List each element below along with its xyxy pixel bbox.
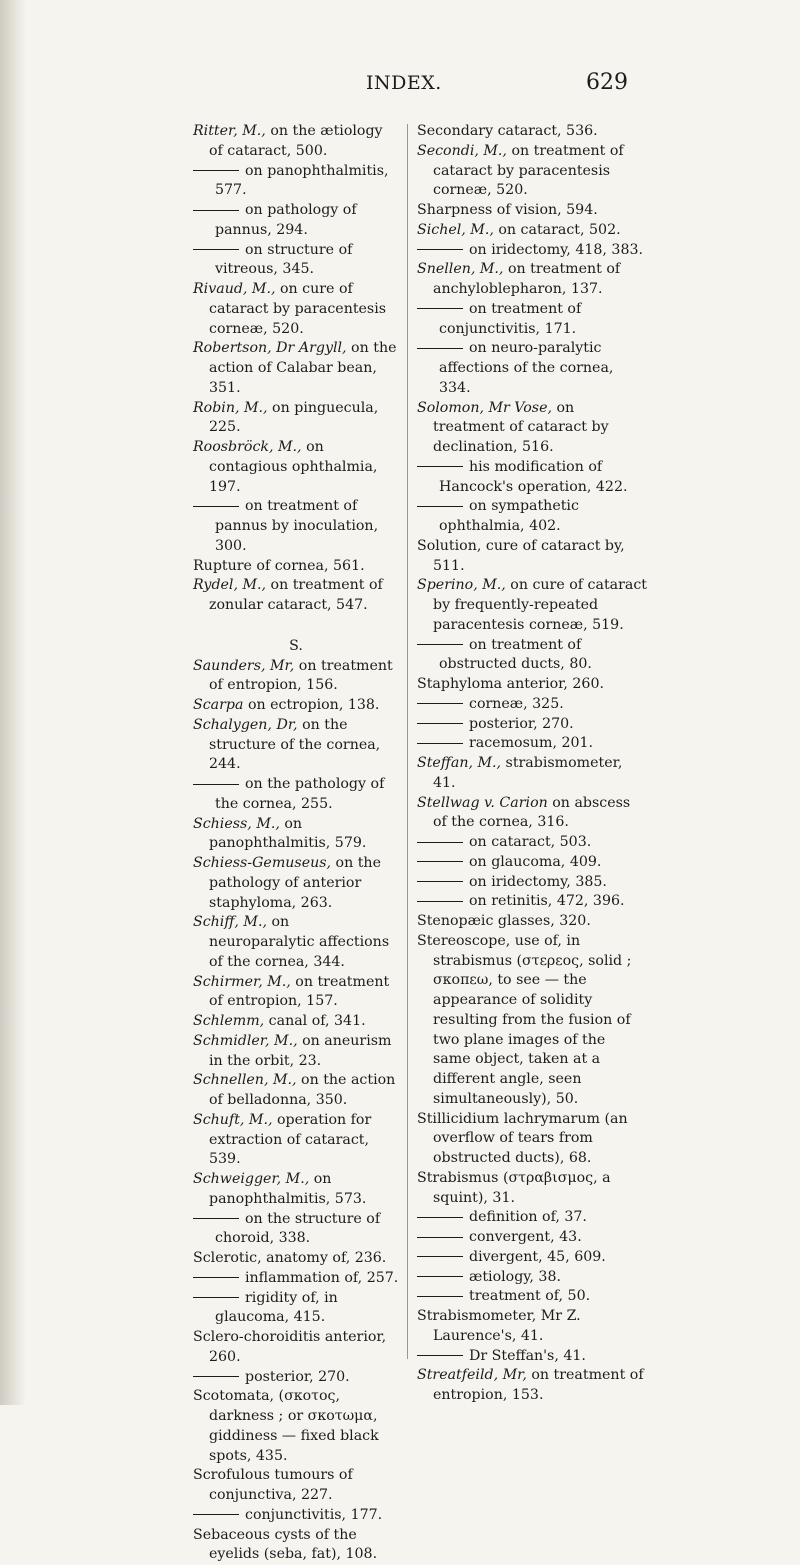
book-gutter-shadow (0, 0, 26, 1405)
index-entry (193, 438, 399, 497)
ditto-dash (417, 1256, 463, 1257)
entry-author: Sperino, M., (417, 577, 506, 593)
subentry-text: on treatment of pannus by inoculation, 300. (215, 498, 378, 554)
index-subentry (417, 892, 647, 912)
entry-text: on contagious ophthalmia, 197. (209, 439, 377, 495)
index-entry (193, 1012, 399, 1032)
index-subentry (417, 833, 647, 853)
ditto-dash (417, 881, 463, 882)
index-subentry (193, 1269, 399, 1289)
ditto-dash (193, 1218, 239, 1219)
index-entry (193, 716, 399, 775)
entry-text: on cure of cataract by frequently-repeated paracentesis corneæ, 519. (433, 577, 647, 633)
index-entry (193, 1466, 399, 1506)
subentry-text: definition of, 37. (469, 1209, 587, 1225)
index-subentry (193, 1368, 399, 1388)
ditto-dash (417, 1237, 463, 1238)
column-divider (407, 124, 408, 1359)
subentry-text: on treatment of conjunctivitis, 171. (439, 301, 581, 337)
subentry-text: posterior, 270. (245, 1369, 350, 1385)
index-entry (417, 201, 647, 221)
index-entry (193, 557, 399, 577)
entry-author: Schmidler, M., (193, 1033, 298, 1049)
index-subentry (193, 241, 399, 281)
entry-text: on treatment of anchyloblepharon, 137. (433, 261, 620, 297)
entry-text: Sclerotic, anatomy of, 236. (193, 1250, 386, 1266)
entry-author: Schiff, M., (193, 914, 267, 930)
ditto-dash (417, 901, 463, 902)
index-entry (193, 399, 399, 439)
entry-text: on panophthalmitis, 573. (209, 1171, 366, 1207)
subentry-text: on neuro-paralytic affections of the cornea, 334. (439, 340, 613, 396)
entry-text: on abscess of the cornea, 316. (433, 795, 630, 831)
subentry-text: on structure of vitreous, 345. (215, 242, 352, 278)
entry-text: operation for extraction of cataract, 539. (209, 1112, 371, 1168)
entry-text: Stenopæic glasses, 320. (417, 913, 591, 929)
left-index-column (193, 122, 399, 1565)
ditto-dash (193, 249, 239, 250)
entry-author: Scarpa (193, 697, 243, 713)
entry-text: Secondary cataract, 536. (417, 123, 598, 139)
index-subentry (417, 636, 647, 676)
index-entry (417, 576, 647, 635)
subentry-text: on treatment of obstructed ducts, 80. (439, 637, 592, 673)
entry-author: Steffan, M., (417, 755, 501, 771)
entry-text: on aneurism in the orbit, 23. (209, 1033, 392, 1069)
entry-text: Stillicidium lachrymarum (an overflow of tears from obstructed ducts), 68. (417, 1111, 628, 1167)
index-subentry (193, 1210, 399, 1250)
index-subentry (417, 241, 647, 261)
index-subentry (417, 300, 647, 340)
entry-text: Rupture of cornea, 561. (193, 558, 365, 574)
section-letter: S. (193, 637, 399, 657)
entry-text: on treatment of entropion, 156. (209, 658, 393, 694)
index-entry (193, 1328, 399, 1368)
index-subentry (417, 497, 647, 537)
index-entry (193, 913, 399, 972)
ditto-dash (193, 1376, 239, 1377)
subentry-text: conjunctivitis, 177. (245, 1507, 382, 1523)
entry-author: Schirmer, M., (193, 974, 291, 990)
index-subentry (417, 853, 647, 873)
entry-text: on cure of cataract by paracentesis corneæ, 520. (209, 281, 386, 337)
index-entry (193, 1032, 399, 1072)
subentry-text: Dr Steffan's, 41. (469, 1348, 586, 1364)
index-subentry (417, 458, 647, 498)
subentry-text: posterior, 270. (469, 716, 574, 732)
index-entry (417, 142, 647, 201)
index-entry (417, 537, 647, 577)
index-subentry (193, 1289, 399, 1329)
subentry-text: racemosum, 201. (469, 735, 593, 751)
index-subentry (417, 715, 647, 735)
entry-author: Schuft, M., (193, 1112, 272, 1128)
ditto-dash (193, 1297, 239, 1298)
entry-author: Schiess, M., (193, 816, 280, 832)
index-entry (417, 122, 647, 142)
ditto-dash (193, 784, 239, 785)
index-subentry (193, 775, 399, 815)
subentry-text: treatment of, 50. (469, 1288, 590, 1304)
index-entry (417, 1307, 647, 1347)
index-entry (193, 657, 399, 697)
entry-text: on treatment of entropion, 153. (433, 1367, 644, 1403)
index-subentry (193, 1506, 399, 1526)
index-entry (417, 260, 647, 300)
subentry-text: convergent, 43. (469, 1229, 582, 1245)
ditto-dash (193, 210, 239, 211)
entry-author: Secondi, M., (417, 143, 507, 159)
running-title: INDEX. (366, 72, 442, 94)
subentry-text: on glaucoma, 409. (469, 854, 601, 870)
index-entry (193, 973, 399, 1013)
entry-text: Solution, cure of cataract by, 511. (417, 538, 625, 574)
index-entry (193, 854, 399, 913)
index-entry (193, 339, 399, 398)
index-subentry (417, 1228, 647, 1248)
index-entry (417, 221, 647, 241)
index-entry (193, 280, 399, 339)
subentry-text: on iridectomy, 385. (469, 874, 607, 890)
ditto-dash (417, 1217, 463, 1218)
entry-author: Solomon, Mr Vose, (417, 400, 552, 416)
index-entry (193, 576, 399, 616)
ditto-dash (417, 842, 463, 843)
entry-text: Strabismometer, Mr Z. Laurence's, 41. (417, 1308, 581, 1344)
index-subentry (193, 162, 399, 202)
index-subentry (417, 695, 647, 715)
ditto-dash (417, 861, 463, 862)
ditto-dash (417, 506, 463, 507)
entry-author: Robertson, Dr Argyll, (193, 340, 347, 356)
entry-text: Scrofulous tumours of conjunctiva, 227. (193, 1467, 353, 1503)
index-subentry (417, 1347, 647, 1367)
index-subentry (417, 1208, 647, 1228)
entry-text: Strabismus (στραβισμος, a squint), 31. (417, 1170, 611, 1206)
entry-author: Streatfeild, Mr, (417, 1367, 527, 1383)
entry-text: Sharpness of vision, 594. (417, 202, 598, 218)
ditto-dash (193, 170, 239, 171)
index-subentry (417, 734, 647, 754)
entry-text: on treatment of cataract by declination, 516. (433, 400, 609, 456)
right-index-column (417, 122, 647, 1406)
index-entry (193, 1526, 399, 1565)
ditto-dash (417, 348, 463, 349)
entry-text: Scotomata, (σκοτος, darkness ; or σκοτωμα, giddiness — fixed black spots, 435. (193, 1388, 379, 1463)
page-number: 629 (586, 70, 628, 95)
index-subentry (417, 873, 647, 893)
entry-text: Staphyloma anterior, 260. (417, 676, 604, 692)
entry-text: on neuroparalytic affections of the cornea, 344. (209, 914, 389, 970)
index-entry (193, 696, 399, 716)
subentry-text: on the pathology of the cornea, 255. (215, 776, 384, 812)
ditto-dash (417, 1276, 463, 1277)
index-entry (193, 815, 399, 855)
index-entry (417, 1366, 647, 1406)
index-subentry (417, 339, 647, 398)
entry-author: Schweigger, M., (193, 1171, 309, 1187)
subentry-text: corneæ, 325. (469, 696, 564, 712)
entry-author: Roosbröck, M., (193, 439, 302, 455)
ditto-dash (417, 723, 463, 724)
index-entry (417, 1110, 647, 1169)
entry-text: on the structure of the cornea, 244. (209, 717, 380, 773)
entry-text: Sclero-choroiditis anterior, 260. (193, 1329, 386, 1365)
index-subentry (417, 1287, 647, 1307)
ditto-dash (417, 1355, 463, 1356)
entry-text: on the pathology of anterior staphyloma, 263. (209, 855, 381, 911)
entry-text: on treatment of cataract by paracentesis corneæ, 520. (433, 143, 624, 199)
subentry-text: on retinitis, 472, 396. (469, 893, 625, 909)
ditto-dash (193, 1277, 239, 1278)
entry-text: Sebaceous cysts of the eyelids (seba, fat), 108. (193, 1527, 377, 1563)
subentry-text: on iridectomy, 418, 383. (469, 242, 643, 258)
entry-text: on pinguecula, 225. (209, 400, 378, 436)
entry-text: on treatment of entropion, 157. (209, 974, 389, 1010)
entry-text: on cataract, 502. (494, 222, 621, 238)
index-entry (193, 1249, 399, 1269)
index-subentry (193, 201, 399, 241)
index-entry (417, 399, 647, 458)
entry-text: canal of, 341. (264, 1013, 365, 1029)
index-entry (417, 794, 647, 834)
entry-text: on treatment of zonular cataract, 547. (209, 577, 383, 613)
subentry-text: ætiology, 38. (469, 1269, 561, 1285)
entry-text: on the action of belladonna, 350. (209, 1072, 395, 1108)
subentry-text: on pathology of pannus, 294. (215, 202, 357, 238)
entry-author: Sichel, M., (417, 222, 494, 238)
entry-author: Stellwag v. Carion (417, 795, 548, 811)
entry-text: Stereoscope, use of, in strabismus (στερεος, solid ; σκοπεω, to see — the appearance of solidity resulting from the fusion of two plane images of the same object, taken at a different angle, seen simultaneously), 50. (417, 933, 631, 1107)
index-entry (417, 675, 647, 695)
page-header (0, 72, 800, 102)
index-entry (417, 1169, 647, 1209)
entry-author: Ritter, M., (193, 123, 266, 139)
subentry-text: on panophthalmitis, 577. (215, 163, 388, 199)
index-entry (417, 912, 647, 932)
ditto-dash (417, 1296, 463, 1297)
index-entry (193, 1071, 399, 1111)
ditto-dash (417, 644, 463, 645)
subentry-text: rigidity of, in glaucoma, 415. (215, 1290, 338, 1326)
index-entry (193, 1387, 399, 1466)
subentry-text: inflammation of, 257. (245, 1270, 398, 1286)
entry-text: on panophthalmitis, 579. (209, 816, 366, 852)
entry-author: Schlemm, (193, 1013, 264, 1029)
entry-author: Robin, M., (193, 400, 268, 416)
subentry-text: on cataract, 503. (469, 834, 591, 850)
entry-author: Schalygen, Dr, (193, 717, 298, 733)
subentry-text: on sympathetic ophthalmia, 402. (439, 498, 579, 534)
subentry-text: divergent, 45, 609. (469, 1249, 606, 1265)
entry-author: Snellen, M., (417, 261, 503, 277)
entry-author: Saunders, Mr, (193, 658, 294, 674)
entry-text: on the action of Calabar bean, 351. (209, 340, 396, 396)
entry-text: on ectropion, 138. (243, 697, 379, 713)
entry-text: on the ætiology of cataract, 500. (209, 123, 383, 159)
index-subentry (417, 1268, 647, 1288)
entry-author: Schnellen, M., (193, 1072, 297, 1088)
ditto-dash (417, 249, 463, 250)
entry-text: strabismometer, 41. (433, 755, 622, 791)
entry-author: Schiess-Gemuseus, (193, 855, 331, 871)
index-entry (193, 1170, 399, 1210)
entry-author: Rivaud, M., (193, 281, 275, 297)
index-entry (193, 1111, 399, 1170)
ditto-dash (193, 506, 239, 507)
index-subentry (193, 497, 399, 556)
ditto-dash (193, 1514, 239, 1515)
subentry-text: on the structure of choroid, 338. (215, 1211, 380, 1247)
ditto-dash (417, 308, 463, 309)
index-entry (417, 754, 647, 794)
subentry-text: his modification of Hancock's operation, 422. (439, 459, 627, 495)
ditto-dash (417, 743, 463, 744)
index-entry (417, 932, 647, 1110)
entry-author: Rydel, M., (193, 577, 266, 593)
ditto-dash (417, 466, 463, 467)
index-entry (193, 122, 399, 162)
ditto-dash (417, 703, 463, 704)
index-subentry (417, 1248, 647, 1268)
